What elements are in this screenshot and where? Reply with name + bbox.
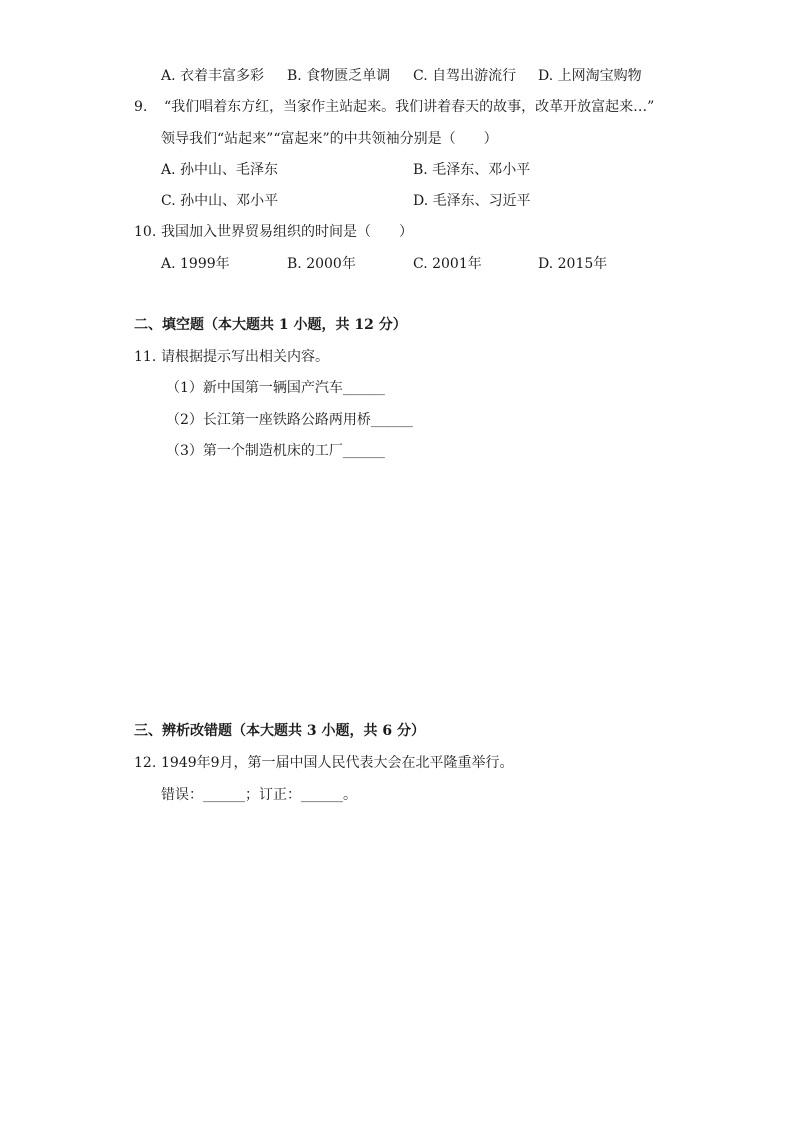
q9-option-d: D. 毛泽东、习近平 xyxy=(413,193,531,209)
q10-option-a: A. 1999年 xyxy=(161,256,230,272)
q9-option-c: C. 孙中山、邓小平 xyxy=(161,193,279,209)
q10-number: 10. xyxy=(134,224,157,240)
q11-item-1: （1）新中国第一辆国产汽车______ xyxy=(166,380,385,396)
q12-answer-line: 错误：______；订正：______。 xyxy=(161,787,357,803)
q10-option-d: D. 2015年 xyxy=(538,256,608,272)
q12-number: 12. xyxy=(134,755,157,771)
q11-item-3: （3）第一个制造机床的工厂______ xyxy=(166,443,385,459)
q12-text: 1949年9月，第一届中国人民代表大会在北平隆重举行。 xyxy=(161,755,514,771)
q9-text-line1: “我们唱着东方红，当家作主站起来。我们讲着春天的故事，改革开放富起来…” xyxy=(164,99,655,115)
q9-text-line2: 领导我们“站起来”“富起来”的中共领袖分别是（ ） xyxy=(161,131,498,147)
q10-option-b: B. 2000年 xyxy=(287,256,356,272)
q9-option-a: A. 孙中山、毛泽东 xyxy=(161,162,279,178)
q10-text: 我国加入世界贸易组织的时间是（ ） xyxy=(161,224,413,240)
q8-option-d: D. 上网淘宝购物 xyxy=(538,68,642,84)
q8-option-c: C. 自驾出游流行 xyxy=(413,68,517,84)
q8-option-b: B. 食物匮乏单调 xyxy=(287,68,391,84)
section-fill-in-title: 二、填空题（本大题共 1 小题，共 12 分） xyxy=(134,317,407,333)
q11-item-2: （2）长江第一座铁路公路两用桥______ xyxy=(166,412,413,428)
q8-option-a: A. 衣着丰富多彩 xyxy=(161,68,265,84)
q10-option-c: C. 2001年 xyxy=(413,256,482,272)
q9-option-b: B. 毛泽东、邓小平 xyxy=(413,162,531,178)
section-correction-title: 三、辨析改错题（本大题共 3 小题，共 6 分） xyxy=(134,723,425,739)
q11-number: 11. xyxy=(134,349,157,365)
q11-text: 请根据提示写出相关内容。 xyxy=(161,349,329,365)
q9-number: 9. xyxy=(134,99,148,115)
